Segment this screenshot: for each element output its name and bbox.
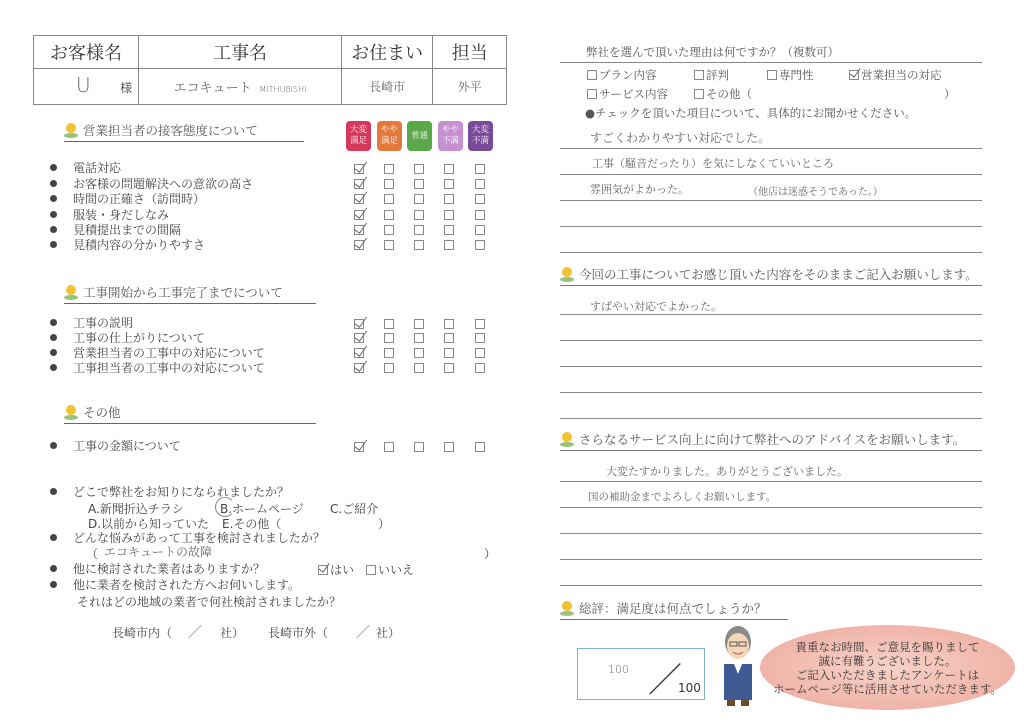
rating-checkbox[interactable] (475, 240, 485, 250)
score-value: 100 (608, 663, 629, 676)
impressions-answer-line[interactable]: すばやい対応でよかった。 (590, 300, 722, 313)
option-other[interactable]: E.その他（ (222, 517, 282, 531)
rating-checkbox-checked[interactable] (354, 210, 364, 220)
rating-checkbox[interactable] (444, 179, 454, 189)
rating-checkbox[interactable] (475, 194, 485, 204)
rating-checkbox[interactable] (384, 210, 394, 220)
header-customer-name: お客様名 (34, 36, 139, 69)
option-known-before[interactable]: D.以前から知っていた (88, 517, 210, 531)
bullet-icon (50, 319, 57, 326)
reason-option-service[interactable]: サービス内容 (587, 86, 668, 102)
rating-checkbox[interactable] (475, 442, 485, 452)
bullet-icon (50, 241, 57, 248)
bullet-icon (50, 488, 57, 495)
advice-answer-line[interactable]: 国の補助金までよろしくお願いします。 (588, 491, 777, 503)
customer-name-value: U (76, 73, 91, 97)
bullet-icon (50, 442, 57, 449)
answer-line (560, 174, 982, 175)
bullet-icon (50, 226, 57, 233)
rating-checkbox-checked[interactable] (354, 240, 364, 250)
rating-checkbox[interactable] (475, 225, 485, 235)
question-row: 見積内容の分かりやすさ (50, 237, 205, 252)
vendor-inside-label: 長崎市内（ (112, 626, 173, 640)
reason-option-reputation[interactable]: 評判 (694, 67, 729, 83)
rating-checkbox[interactable] (475, 363, 485, 373)
bullet-icon (50, 364, 57, 371)
score-box[interactable] (577, 648, 705, 700)
rating-checkbox[interactable] (444, 194, 454, 204)
work-brand-value: MITHUBISHI (259, 85, 307, 94)
bullet-icon (50, 195, 57, 202)
staff-cell[interactable] (433, 69, 507, 105)
option-other-close: ） (378, 517, 391, 531)
question-row: 電話対応 (50, 160, 121, 175)
rating-checkbox[interactable] (475, 319, 485, 329)
answer-line (560, 200, 982, 201)
rating-checkbox[interactable] (414, 225, 424, 235)
rating-checkbox[interactable] (414, 164, 424, 174)
rating-checkbox[interactable] (475, 164, 485, 174)
residence-cell[interactable] (341, 69, 432, 105)
rating-badge-somewhat-dissatisfied: やや 不満 (438, 121, 463, 151)
circle-mark-icon (215, 497, 235, 517)
thank-you-bubble: 貴重なお時間、ご意見を賜りまして 誠に有難うございました。 ご記入いただきましたアンケートは ホームページ等に活用させていただきます。 (760, 625, 1015, 710)
answer-line (560, 533, 982, 534)
rating-checkbox[interactable] (444, 225, 454, 235)
rating-checkbox-checked[interactable] (354, 348, 364, 358)
section-title-staff-attitude: 営業担当者の接客態度について (64, 121, 304, 142)
vendor-area-question2: それはどの地域の業者で何社検討されましたか？ (77, 595, 342, 609)
rating-checkbox[interactable] (414, 333, 424, 343)
question-row: 工事の金額について (50, 438, 181, 453)
reason-option-expertise[interactable]: 専門性 (767, 67, 814, 83)
work-name-value: エコキュート (173, 81, 252, 96)
rating-checkbox[interactable] (444, 348, 454, 358)
rating-checkbox-checked[interactable] (354, 194, 364, 204)
rating-checkbox[interactable] (384, 194, 394, 204)
flower-icon (64, 123, 78, 139)
rating-badge-very-satisfied: 大変 満足 (346, 121, 371, 151)
bullet-icon (50, 180, 57, 187)
option-referral[interactable]: C.ご紹介 (330, 502, 379, 516)
other-vendors-yes[interactable]: はい (318, 561, 354, 578)
answer-line (560, 252, 982, 253)
question-how-known: どこで弊社をお知りになられましたか？ (50, 484, 289, 499)
rating-checkbox[interactable] (444, 164, 454, 174)
reason-option-sales-response[interactable]: 営業担当の対応 (849, 67, 942, 83)
vendor-inside-unit: 社） (220, 626, 245, 640)
vendor-outside-value[interactable]: ／ (356, 625, 370, 641)
rating-badge-somewhat-satisfied: やや 満足 (377, 121, 402, 151)
reason-option-plan[interactable]: プラン内容 (587, 67, 657, 83)
question-row: 工事の仕上がりについて (50, 330, 205, 345)
rating-checkbox[interactable] (384, 240, 394, 250)
header-work-name: 工事名 (139, 36, 342, 69)
divider (560, 62, 982, 63)
rating-checkbox[interactable] (384, 319, 394, 329)
rating-checkbox[interactable] (414, 442, 424, 452)
question-row: 工事の説明 (50, 315, 133, 330)
section-title-advice: さらなるサービス向上に向けて弊社へのアドバイスをお願いします。 (560, 430, 982, 451)
answer-line (560, 392, 982, 393)
option-newspaper[interactable]: A.新聞折込チラシ (88, 502, 184, 516)
rating-checkbox-checked[interactable] (354, 333, 364, 343)
section-title-impressions: 今回の工事についてお感じ頂いた内容をそのままご記入お願いします。 (560, 265, 982, 286)
rating-checkbox-checked[interactable] (354, 442, 364, 452)
section-title-construction: 工事開始から工事完了までについて (64, 283, 316, 304)
question-other-vendors: 他に検討された業者はありますか？ (50, 561, 265, 576)
rating-checkbox[interactable] (414, 240, 424, 250)
checkbox-checked-icon (318, 565, 328, 575)
residence-value: 長崎市 (369, 80, 406, 94)
reason-detail-prompt: ●チェックを頂いた項目について、具体的にお聞かせください。 (585, 106, 917, 120)
section-title-overall: 総評：満足度は何点でしょうか？ (560, 599, 788, 620)
staff-value: 外平 (457, 80, 482, 94)
question-row: 工事担当者の工事中の対応について (50, 360, 265, 375)
concern-close-paren: ） (484, 547, 497, 561)
rating-checkbox-checked[interactable] (354, 164, 364, 174)
question-row: 営業担当者の工事中の対応について (50, 345, 265, 360)
answer-line (560, 418, 982, 419)
rating-checkbox-checked[interactable] (354, 363, 364, 373)
rating-checkbox[interactable] (444, 442, 454, 452)
customer-info-table (33, 35, 507, 105)
section-title-other: その他 (64, 403, 316, 424)
checkbox-icon (694, 70, 704, 80)
rating-checkbox[interactable] (414, 210, 424, 220)
reason-answer-line[interactable]: 雰囲気がよかった。 (590, 183, 689, 196)
rating-checkbox[interactable] (414, 179, 424, 189)
flower-icon (64, 285, 78, 301)
option-homepage[interactable]: B.ホームページ (220, 500, 304, 517)
rating-checkbox[interactable] (475, 179, 485, 189)
rating-badge-neutral: 普通 (407, 121, 432, 151)
vendor-outside-label: 長崎市外（ (268, 626, 329, 640)
checkbox-icon (587, 70, 597, 80)
rating-checkbox[interactable] (414, 194, 424, 204)
question-vendor-area: 他に業者を検討された方へお伺いします。 (50, 577, 300, 592)
question-row: 時間の正確さ（訪問時） (50, 191, 205, 206)
rating-checkbox[interactable] (444, 333, 454, 343)
reason-title: 弊社を選んで頂いた理由は何ですか？（複数可） (586, 45, 839, 59)
reason-other-close: ） (944, 87, 956, 101)
answer-line (560, 148, 982, 149)
header-residence: お住まい (341, 36, 432, 69)
flower-icon (560, 267, 574, 283)
score-max: 100 (678, 681, 701, 695)
rating-checkbox[interactable] (414, 363, 424, 373)
rating-checkbox[interactable] (384, 348, 394, 358)
question-row: 見積提出までの間隔 (50, 222, 181, 237)
bullet-icon (50, 211, 57, 218)
rating-checkbox-checked[interactable] (354, 179, 364, 189)
rating-checkbox[interactable] (475, 333, 485, 343)
vendor-outside-unit: 社） (376, 626, 401, 640)
reason-answer-line[interactable]: すごくわかりやすい対応でした。 (590, 131, 771, 145)
checkbox-checked-icon (849, 70, 859, 80)
rating-checkbox[interactable] (384, 333, 394, 343)
flower-icon (560, 601, 574, 617)
answer-line (560, 481, 982, 482)
checkbox-icon (366, 565, 376, 575)
rating-checkbox[interactable] (444, 363, 454, 373)
checkbox-icon (587, 89, 597, 99)
rating-checkbox[interactable] (444, 210, 454, 220)
rating-checkbox[interactable] (475, 210, 485, 220)
bullet-icon (50, 164, 57, 171)
work-name-cell[interactable] (139, 69, 342, 105)
flower-icon (64, 405, 78, 421)
customer-name-cell[interactable] (34, 69, 139, 105)
rating-checkbox[interactable] (444, 240, 454, 250)
vendor-inside-value[interactable]: ／ (188, 625, 202, 641)
concern-answer[interactable]: エコキュートの故障 (104, 545, 213, 559)
rating-badge-very-dissatisfied: 大変 不満 (468, 121, 493, 151)
rating-checkbox[interactable] (414, 319, 424, 329)
bullet-icon (50, 334, 57, 341)
reason-option-other[interactable]: その他（ (694, 86, 752, 102)
answer-line (560, 340, 982, 341)
rating-checkbox[interactable] (384, 442, 394, 452)
reason-answer-line[interactable]: 工事（騒音だったり）を気にしなくていいところ (592, 157, 834, 170)
bullet-icon (50, 349, 57, 356)
rating-checkbox[interactable] (444, 319, 454, 329)
rating-checkbox[interactable] (414, 348, 424, 358)
mascot-man-icon (718, 622, 758, 708)
answer-line (560, 585, 982, 586)
answer-line (560, 559, 982, 560)
score-slash: ／ (648, 661, 682, 701)
question-row: 服装・身だしなみ (50, 207, 169, 222)
checkbox-icon (694, 89, 704, 99)
rating-checkbox[interactable] (384, 363, 394, 373)
rating-checkbox[interactable] (384, 164, 394, 174)
advice-answer-line[interactable]: 大変たすかりました。ありがとうございました。 (606, 465, 848, 478)
rating-checkbox[interactable] (475, 348, 485, 358)
bullet-icon (50, 565, 57, 572)
question-row: お客様の問題解決への意欲の高さ (50, 176, 253, 191)
checkbox-icon (767, 70, 777, 80)
rating-checkbox[interactable] (384, 225, 394, 235)
rating-checkbox[interactable] (384, 179, 394, 189)
question-concern: どんな悩みがあって工事を検討されましたか？ (50, 530, 325, 545)
concern-open-paren: （ (86, 547, 99, 561)
flower-icon (560, 432, 574, 448)
rating-checkbox-checked[interactable] (354, 225, 364, 235)
reason-answer-note[interactable]: （他店は迷惑そうであった。） (748, 187, 883, 198)
answer-line (560, 226, 982, 227)
other-vendors-no[interactable]: いいえ (366, 561, 414, 578)
answer-line (560, 366, 982, 367)
bullet-icon (50, 534, 57, 541)
header-staff: 担当 (433, 36, 507, 69)
bullet-icon (50, 581, 57, 588)
answer-line (560, 507, 982, 508)
customer-suffix: 様 (120, 81, 133, 95)
answer-line (560, 314, 982, 315)
